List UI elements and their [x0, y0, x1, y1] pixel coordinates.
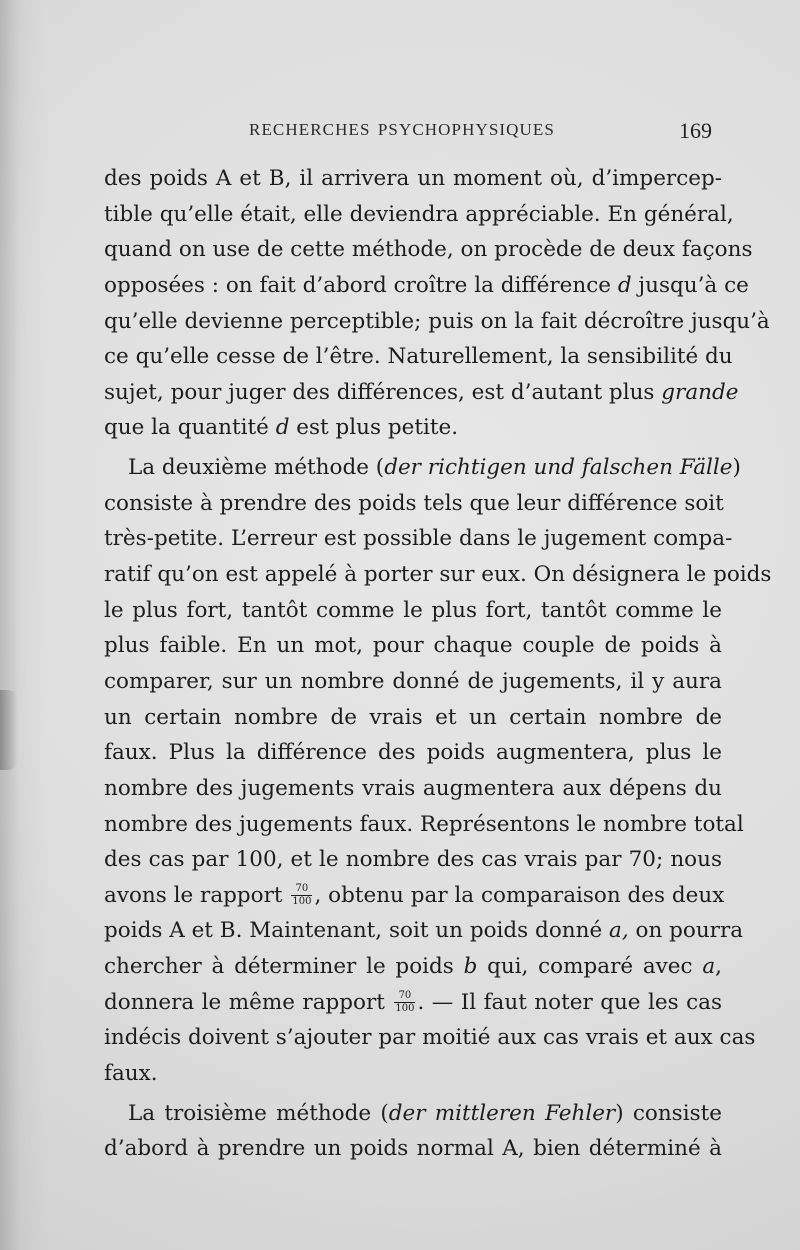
page-edge-shadow	[0, 690, 18, 770]
text-segment: nombre des jugements vrais augmentera aux dépens du	[104, 775, 722, 801]
text-segment: poids A et B. Maintenant, soit un poids donné	[104, 918, 610, 944]
italic-text: grande	[661, 379, 739, 405]
text-segment: consiste à prendre des poids tels que leur différence soit	[104, 490, 724, 516]
text-line	[104, 486, 722, 522]
text-line	[104, 1020, 756, 1056]
text-segment: )	[732, 455, 741, 481]
text-segment: , obtenu par la comparaison des deux	[314, 882, 725, 908]
text-line	[104, 521, 733, 557]
text-line	[104, 985, 722, 1021]
text-segment: le plus fort, tantôt comme le plus fort, tantôt comme le	[104, 597, 722, 623]
text-segment: plus faible. En un mot, pour chaque couple de poids à	[104, 633, 722, 659]
text-segment: chercher à déterminer le poids	[104, 954, 464, 980]
text-segment: indécis doivent s’ajouter par moitié aux cas vrais et aux cas	[104, 1025, 756, 1051]
text-segment: ce qu’elle cesse de l’être. Naturellement, la sensibilité du	[104, 344, 733, 370]
text-line	[104, 807, 744, 843]
text-segment: que la quantité	[104, 415, 276, 441]
text-segment: est plus petite.	[289, 415, 459, 441]
text-line	[104, 771, 722, 807]
text-segment: donnera le même rapport	[104, 989, 393, 1015]
text-segment: ratif qu’on est appelé à porter sur eux. On désignera le poids	[104, 562, 772, 588]
text-line	[104, 1096, 722, 1132]
text-segment: qui, comparé avec	[477, 954, 703, 980]
running-title: RECHERCHES PSYCHOPHYSIQUES	[249, 120, 555, 139]
text-line	[104, 664, 722, 700]
text-line	[104, 557, 772, 593]
text-segment: jusqu’à ce	[631, 272, 749, 298]
italic-text: b	[463, 954, 478, 980]
italic-text: d	[275, 415, 290, 441]
italic-text: a,	[609, 918, 629, 944]
page-number: 169	[679, 118, 712, 143]
text-line	[104, 842, 722, 878]
text-segment: faux.	[104, 1061, 158, 1087]
text-segment: opposées : on fait d’abord croître la différence	[104, 272, 618, 298]
text-segment: qu’elle devienne perceptible; puis on la fait décroître jusqu’à	[104, 308, 770, 334]
page-header	[104, 120, 718, 144]
text-line	[104, 410, 722, 446]
text-segment: un certain nombre de vrais et un certain nombre de	[104, 704, 722, 730]
text-segment: nombre des jugements faux. Représentons le nombre total	[104, 811, 744, 837]
text-segment: sujet, pour juger des différences, est d’autant plus	[104, 379, 662, 405]
text-line	[104, 1056, 722, 1092]
text-line	[104, 1131, 722, 1167]
fraction-denominator: 100	[292, 896, 312, 908]
fraction	[394, 991, 415, 1014]
text-line	[104, 878, 725, 914]
text-line	[104, 450, 741, 486]
text-line	[104, 161, 722, 197]
fraction-numerator: 70	[398, 990, 412, 1002]
text-line	[104, 268, 749, 304]
fraction-denominator: 100	[395, 1003, 415, 1015]
text-segment: avons le rapport	[104, 882, 290, 908]
text-segment: ,	[715, 954, 722, 980]
text-line	[104, 735, 722, 771]
italic-text: a	[702, 954, 716, 980]
text-line	[104, 197, 734, 233]
text-line	[104, 913, 744, 949]
text-line	[104, 628, 722, 664]
text-segment: des cas par 100, et le nombre des cas vrais par 70; nous	[104, 847, 722, 873]
text-segment: La deuxième méthode (	[128, 455, 385, 481]
italic-text: der mittleren Fehler	[388, 1100, 616, 1126]
fraction-numerator: 70	[295, 883, 309, 895]
text-segment: . — Il faut noter que les cas	[417, 989, 722, 1015]
text-segment: quand on use de cette méthode, on procède de deux façons	[104, 237, 753, 263]
italic-text: d	[617, 272, 632, 298]
text-segment: on pourra	[628, 918, 744, 944]
italic-text: der richtigen und falschen Fälle	[384, 455, 733, 481]
text-line	[104, 949, 722, 985]
text-line	[104, 593, 722, 629]
fraction	[291, 884, 312, 907]
text-line	[104, 700, 722, 736]
text-line	[104, 232, 753, 268]
text-segment: ) consiste	[615, 1100, 722, 1126]
text-segment: faux. Plus la différence des poids augmentera, plus le	[104, 740, 722, 766]
body-text	[104, 161, 772, 1167]
text-line	[104, 304, 770, 340]
text-segment: tible qu’elle était, elle deviendra appréciable. En général,	[104, 201, 734, 227]
text-segment: des poids A et B, il arrivera un moment où, d’impercep-	[104, 166, 722, 191]
text-line	[104, 375, 739, 411]
text-segment: comparer, sur un nombre donné de jugements, il y aura	[104, 668, 722, 694]
text-line	[104, 339, 733, 375]
text-segment: très-petite. L’erreur est possible dans le jugement compa-	[104, 526, 733, 552]
text-segment: La troisième méthode (	[128, 1100, 389, 1126]
text-segment: d’abord à prendre un poids normal A, bien déterminé à	[104, 1136, 722, 1162]
